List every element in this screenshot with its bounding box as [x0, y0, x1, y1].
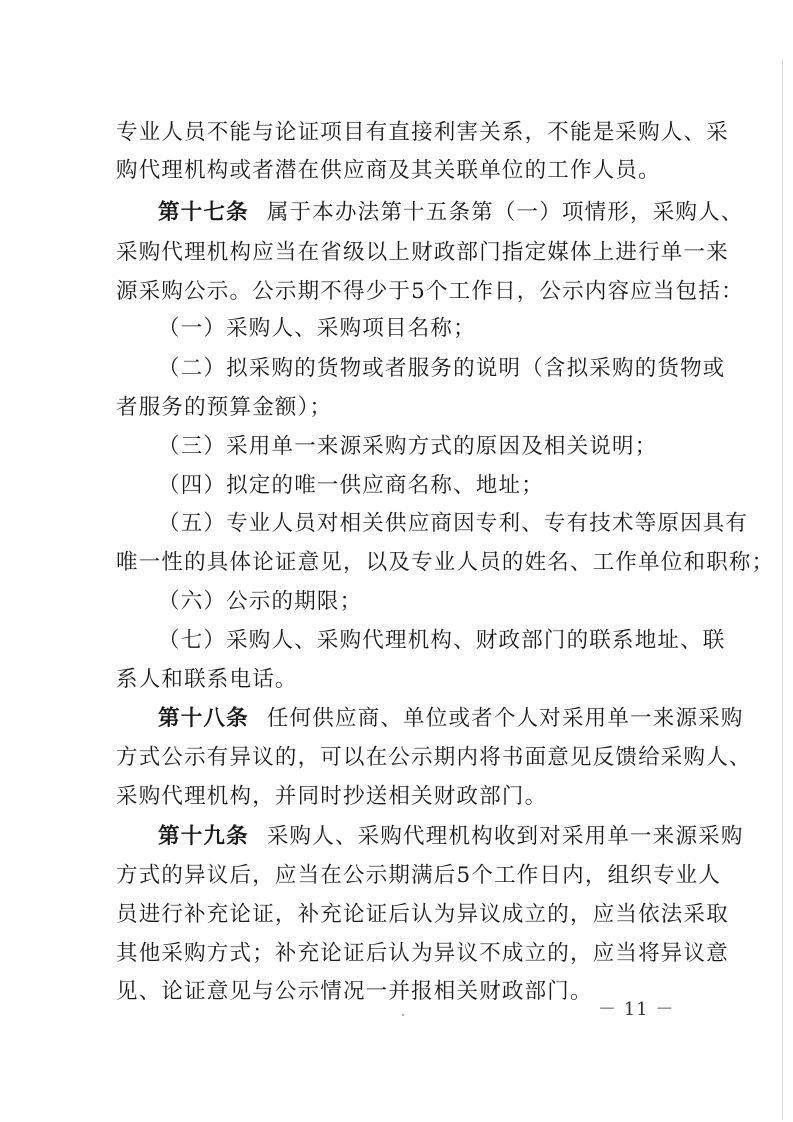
- paragraph-line: [0, 857, 793, 895]
- paragraph-line: [0, 234, 793, 272]
- line-text: （二）拟采购的货物或者服务的说明（含拟采购的货物或: [158, 356, 726, 381]
- list-item-4: [0, 467, 793, 505]
- line-text: 方式的异议后，应当在公示期满后5个工作日内，组织专业人: [116, 863, 722, 888]
- article-17-heading-line: [0, 194, 793, 232]
- list-item-6: [0, 583, 793, 621]
- line-text: 采购人、采购代理机构收到对采用单一来源采购: [266, 824, 744, 849]
- line-text: （一）采购人、采购项目名称；: [158, 316, 476, 341]
- line-text: 其他采购方式；补充论证后认为异议不成立的，应当将异议意: [116, 941, 729, 966]
- line-text: （六）公示的期限；: [158, 589, 363, 614]
- article-18-heading-line: [0, 700, 793, 738]
- line-text: 唯一性的具体论证意见，以及专业人员的姓名、工作单位和职称；: [116, 550, 775, 575]
- article-19-label: 第十九条: [158, 824, 249, 849]
- line-text: 专业人员不能与论证项目有直接利害关系，不能是采购人、采: [116, 120, 729, 145]
- line-text: 购代理机构或者潜在供应商及其关联单位的工作人员。: [116, 158, 661, 183]
- line-text: （三）采用单一来源采购方式的原因及相关说明；: [158, 434, 658, 459]
- paragraph-line: [0, 152, 793, 190]
- line-text: 者服务的预算金额）；: [116, 395, 333, 420]
- line-text: （五）专业人员对相关供应商因专利、专有技术等原因具有: [158, 511, 749, 536]
- line-text: 采购代理机构，并同时抄送相关财政部门。: [116, 784, 548, 809]
- paragraph-line: [0, 896, 793, 934]
- list-item-1: [0, 310, 793, 348]
- list-item-7: [0, 622, 793, 660]
- article-18-label: 第十八条: [158, 706, 249, 731]
- page-number: － 11 －: [598, 999, 675, 1020]
- paragraph-line: [0, 935, 793, 973]
- line-text: 见、论证意见与公示情况一并报相关财政部门。: [116, 979, 593, 1004]
- paragraph-line: [0, 114, 793, 152]
- line-text: 采购代理机构应当在省级以上财政部门指定媒体上进行单一来: [116, 240, 729, 265]
- line-text: 员进行补充论证，补充论证后认为异议成立的，应当依法采取: [116, 902, 729, 927]
- line-text: 方式公示有异议的，可以在公示期内将书面意见反馈给采购人、: [116, 745, 752, 770]
- list-item-5-continuation: [0, 544, 793, 582]
- line-text: 任何供应商、单位或者个人对采用单一来源采购: [266, 706, 744, 731]
- line-text: 源采购公示。公示期不得少于5个工作日，公示内容应当包括：: [116, 279, 744, 304]
- paragraph-line: [0, 739, 793, 777]
- line-text: 系人和联系电话。: [116, 667, 298, 692]
- article-17-label: 第十七条: [158, 200, 249, 225]
- paragraph-line: [0, 273, 793, 311]
- list-item-5: [0, 505, 793, 543]
- line-text: （七）采购人、采购代理机构、财政部门的联系地址、联: [158, 628, 726, 653]
- line-text: 属于本办法第十五条第（一）项情形，采购人、: [266, 200, 744, 225]
- list-item-2-continuation: [0, 389, 793, 427]
- scan-speck: [402, 1014, 404, 1016]
- line-text: （四）拟定的唯一供应商名称、地址；: [158, 473, 544, 498]
- list-item-2: [0, 350, 793, 388]
- list-item-7-continuation: [0, 661, 793, 699]
- article-19-heading-line: [0, 818, 793, 856]
- list-item-3: [0, 428, 793, 466]
- paragraph-line: [0, 778, 793, 816]
